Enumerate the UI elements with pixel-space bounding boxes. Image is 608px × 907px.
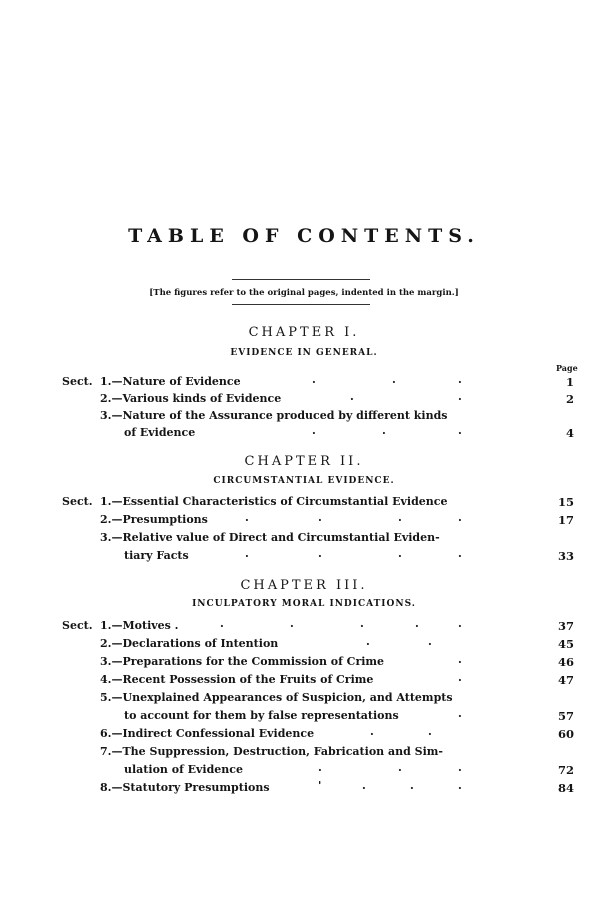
toc-entry: 5.—Unexplained Appearances of Suspicion, and Attempts: [100, 691, 453, 704]
leader-dot: .: [366, 635, 370, 648]
toc-page-number: 46: [557, 655, 574, 669]
leader-dot: .: [458, 390, 462, 403]
leader-dot: .: [458, 617, 462, 630]
leader-dot: .: [318, 547, 322, 560]
leader-dot: .: [245, 547, 249, 560]
leader-dot: .: [458, 424, 462, 437]
leader-dot: .: [398, 511, 402, 524]
toc-entry-continuation: tiary Facts: [124, 549, 189, 562]
leader-dot: .: [392, 373, 396, 386]
toc-entry-continuation: to account for them by false representations: [124, 709, 399, 722]
toc-entry: 2.—Presumptions: [100, 513, 208, 526]
toc-entry: 1.—Nature of Evidence: [100, 375, 241, 388]
leader-dot: .: [458, 547, 462, 560]
toc-entry: 3.—Preparations for the Commission of Crime: [100, 655, 385, 668]
leader-dot: .: [458, 707, 462, 720]
leader-dot: .: [312, 373, 316, 386]
leader-dot: .: [458, 761, 462, 774]
leader-dot: .: [362, 779, 366, 792]
toc-page-number: 57: [557, 709, 574, 723]
sect-label: Sect.: [62, 495, 93, 508]
leader-dot: .: [410, 779, 414, 792]
sect-label: Sect.: [62, 619, 93, 632]
toc-page-number: 84: [557, 781, 574, 795]
page-column-label: Page: [556, 363, 578, 373]
toc-page-number: 72: [557, 763, 574, 777]
leader-dot: .: [360, 617, 364, 630]
toc-entry: 2.—Declarations of Intention: [100, 637, 279, 650]
chapter-heading: CHAPTER III.: [240, 578, 368, 593]
toc-page-number: 33: [557, 549, 574, 563]
toc-page-number: 2: [565, 392, 574, 406]
chapter-heading: CHAPTER II.: [244, 454, 364, 469]
toc-entry: 3.—Nature of the Assurance produced by different kinds: [100, 409, 448, 422]
leader-dot: .: [290, 617, 294, 630]
toc-page-number: 17: [557, 513, 574, 527]
leader-dot: .: [458, 373, 462, 386]
toc-entry: 6.—Indirect Confessional Evidence: [100, 727, 315, 740]
leader-dot: .: [428, 725, 432, 738]
leader-dot: .: [318, 511, 322, 524]
toc-entry: 1.—Essential Characteristics of Circumstantial Evidence: [100, 495, 448, 508]
toc-page-number: 45: [557, 637, 574, 651]
chapter-subheading: INCULPATORY MORAL INDICATIONS.: [192, 599, 416, 609]
toc-page-number: 1: [565, 375, 574, 389]
chapter-heading: CHAPTER I.: [248, 325, 360, 340]
toc-page-number: 4: [565, 426, 574, 440]
toc-entry: 4.—Recent Possession of the Fruits of Crime: [100, 673, 374, 686]
divider: [232, 304, 370, 305]
leader-dot: .: [370, 725, 374, 738]
leader-dot: .: [318, 761, 322, 774]
toc-page-number: 60: [557, 727, 574, 741]
toc-entry: 1.—Motives .: [100, 619, 179, 632]
leader-dot: .: [398, 547, 402, 560]
leader-dot: .: [458, 779, 462, 792]
toc-page-number: 47: [557, 673, 574, 687]
leader-dot: .: [382, 424, 386, 437]
toc-entry: 3.—Relative value of Direct and Circumstantial Eviden-: [100, 531, 440, 544]
toc-entry: 2.—Various kinds of Evidence: [100, 392, 282, 405]
leader-dot: .: [458, 511, 462, 524]
chapter-subheading: EVIDENCE IN GENERAL.: [230, 348, 378, 358]
page-title: TABLE OF CONTENTS.: [128, 225, 480, 247]
leader-dot: .: [350, 390, 354, 403]
leader-dot: .: [312, 424, 316, 437]
leader-dot: .: [398, 761, 402, 774]
leader-dot: .: [458, 671, 462, 684]
leader-dot: ': [318, 779, 322, 792]
note: [The figures refer to the original pages, indented in the margin.]: [149, 288, 459, 298]
divider: [232, 279, 370, 280]
sect-label: Sect.: [62, 375, 93, 388]
toc-page-number: 37: [557, 619, 574, 633]
leader-dot: .: [245, 511, 249, 524]
leader-dot: .: [415, 617, 419, 630]
toc-page-number: 15: [557, 495, 574, 509]
toc-entry: 8.—Statutory Presumptions: [100, 781, 270, 794]
toc-entry: 7.—The Suppression, Destruction, Fabrication and Sim-: [100, 745, 443, 758]
toc-entry-continuation: ulation of Evidence: [124, 763, 243, 776]
toc-entry-continuation: of Evidence: [124, 426, 196, 439]
leader-dot: .: [220, 617, 224, 630]
chapter-subheading: CIRCUMSTANTIAL EVIDENCE.: [213, 476, 395, 486]
leader-dot: .: [458, 653, 462, 666]
leader-dot: .: [428, 635, 432, 648]
